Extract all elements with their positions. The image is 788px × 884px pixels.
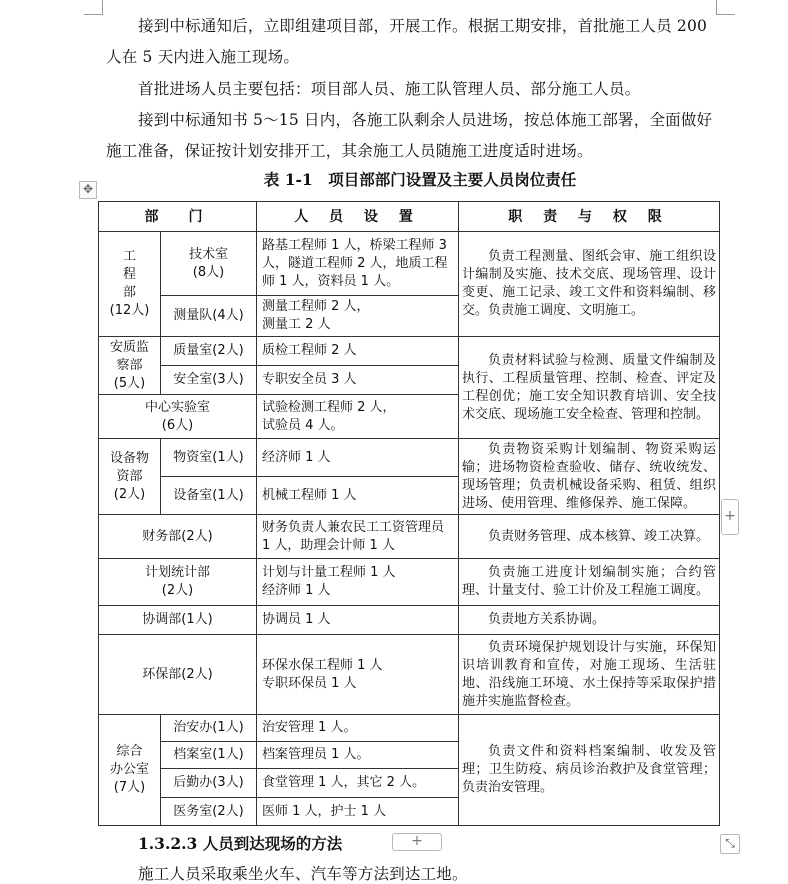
staff-cell[interactable]: 财务负责人兼农民工工资管理员 1 人，助理会计师 1 人 <box>257 515 459 559</box>
sub-dept-cell[interactable]: 设备室(1人) <box>161 477 257 515</box>
duty-cell[interactable]: 负责环境保护规划设计与实施，环保知识培训教育和宣传，对施工现场、生活驻地、沿线施工环境、水土保持等采取保护措施并实施监督检查。 <box>459 635 720 715</box>
add-row-button[interactable]: + <box>392 833 442 851</box>
table-row <box>99 715 720 742</box>
paragraph-line: 首批进场人员主要包括：项目部人员、施工队管理人员、部分施工人员。 <box>138 80 641 98</box>
dept-cell[interactable]: 工 程 部 (12人) <box>99 232 161 337</box>
staff-cell[interactable]: 机械工程师 1 人 <box>257 477 459 515</box>
staff-cell[interactable]: 协调员 1 人 <box>257 606 459 635</box>
header-cell: 部 门 <box>99 202 257 232</box>
staff-cell[interactable]: 计划与计量工程师 1 人 经济师 1 人 <box>257 559 459 606</box>
staff-cell[interactable]: 环保水保工程师 1 人 专职环保员 1 人 <box>257 635 459 715</box>
staff-cell[interactable]: 医师 1 人，护士 1 人 <box>257 798 459 826</box>
paragraph-line: 接到中标通知后，立即组建项目部，开展工作。根据工期安排，首批施工人员 200 <box>138 17 708 35</box>
responsibility-table <box>98 201 720 826</box>
staff-cell[interactable]: 专职安全员 3 人 <box>257 366 459 395</box>
duty-cell[interactable]: 负责施工进度计划编制实施；合约管理、计量支付、验工计价及工程施工调度。 <box>459 559 720 606</box>
page-corner-mark <box>84 0 103 15</box>
sub-dept-cell[interactable]: 质量室(2人) <box>161 337 257 366</box>
staff-cell[interactable]: 食堂管理 1 人，其它 2 人。 <box>257 769 459 798</box>
dept-cell[interactable]: 中心实验室 (6人) <box>99 395 257 439</box>
header-cell: 职 责 与 权 限 <box>459 202 720 232</box>
duty-cell[interactable]: 负责材料试验与检测、质量文件编制及执行、工程质量管理、控制、检查、评定及工程创优；施工安全知识教育培训、安全技术交底、现场施工安全检查、管理和控制。 <box>459 337 720 439</box>
table-caption: 表 1-1 项目部部门设置及主要人员岗位责任 <box>263 170 577 189</box>
staff-cell[interactable]: 治安管理 1 人。 <box>257 715 459 742</box>
sub-dept-cell[interactable]: 后勤办(3人) <box>161 769 257 798</box>
table-row <box>99 635 720 715</box>
dept-cell[interactable]: 设备物 资部 (2人) <box>99 439 161 515</box>
sub-dept-cell[interactable]: 测量队(4人) <box>161 296 257 337</box>
table-header-row <box>99 202 720 232</box>
table-row <box>99 232 720 296</box>
table-row <box>99 337 720 366</box>
sub-dept-cell[interactable]: 医务室(2人) <box>161 798 257 826</box>
dept-cell[interactable]: 综合 办公室 (7人) <box>99 715 161 826</box>
add-column-button[interactable]: + <box>721 499 739 535</box>
dept-cell[interactable]: 环保部(2人) <box>99 635 257 715</box>
staff-cell[interactable]: 测量工程师 2 人， 测量工 2 人 <box>257 296 459 337</box>
table-row <box>99 439 720 477</box>
resize-icon[interactable]: ⤡ <box>720 834 740 854</box>
table-row <box>99 559 720 606</box>
staff-cell[interactable]: 路基工程师 1 人，桥梁工程师 3 人，隧道工程师 2 人，地质工程师 1 人，资料员 1 人。 <box>257 232 459 296</box>
header-cell: 人 员 设 置 <box>257 202 459 232</box>
staff-cell[interactable]: 试验检测工程师 2 人， 试验员 4 人。 <box>257 395 459 439</box>
sub-dept-cell[interactable]: 治安办(1人) <box>161 715 257 742</box>
page-corner-mark <box>716 0 735 15</box>
staff-cell[interactable]: 经济师 1 人 <box>257 439 459 477</box>
staff-cell[interactable]: 档案管理员 1 人。 <box>257 742 459 769</box>
duty-cell[interactable]: 负责地方关系协调。 <box>459 606 720 635</box>
staff-cell[interactable]: 质检工程师 2 人 <box>257 337 459 366</box>
duty-cell[interactable]: 负责工程测量、图纸会审、施工组织设计编制及实施、技术交底、现场管理、设计变更、施工记录、竣工文件和资料编制、移交。负责施工调度、文明施工。 <box>459 232 720 337</box>
sub-dept-cell[interactable]: 安全室(3人) <box>161 366 257 395</box>
section-heading: 1.3.2.3 人员到达现场的方法 <box>138 834 343 853</box>
sub-dept-cell[interactable]: 物资室(1人) <box>161 439 257 477</box>
move-icon[interactable]: ✥ <box>79 181 97 199</box>
dept-cell[interactable]: 财务部(2人) <box>99 515 257 559</box>
paragraph-line: 施工准备，保证按计划安排开工，其余施工人员随施工进度适时进场。 <box>106 142 593 160</box>
table-row <box>99 606 720 635</box>
duty-cell[interactable]: 负责物资采购计划编制、物资采购运输；进场物资检查验收、储存、统收统发、现场管理；负责机械设备采购、租赁、组织进场、使用管理、维修保养、施工保障。 <box>459 439 720 515</box>
table-row <box>99 515 720 559</box>
dept-cell[interactable]: 计划统计部 (2人) <box>99 559 257 606</box>
dept-cell[interactable]: 协调部(1人) <box>99 606 257 635</box>
paragraph-line: 人在 5 天内进入施工现场。 <box>106 48 300 66</box>
paragraph-line: 接到中标通知书 5～15 日内，各施工队剩余人员进场，按总体施工部署，全面做好 <box>138 111 713 129</box>
duty-cell[interactable]: 负责财务管理、成本核算、竣工决算。 <box>459 515 720 559</box>
paragraph-line: 施工人员采取乘坐火车、汽车等方法到达工地。 <box>138 865 468 883</box>
sub-dept-cell[interactable]: 技术室 (8人) <box>161 232 257 296</box>
duty-cell[interactable]: 负责文件和资料档案编制、收发及管理；卫生防疫、病员诊治救护及食堂管理；负责治安管理。 <box>459 715 720 826</box>
dept-cell[interactable]: 安质监 察部 (5人) <box>99 337 161 395</box>
sub-dept-cell[interactable]: 档案室(1人) <box>161 742 257 769</box>
